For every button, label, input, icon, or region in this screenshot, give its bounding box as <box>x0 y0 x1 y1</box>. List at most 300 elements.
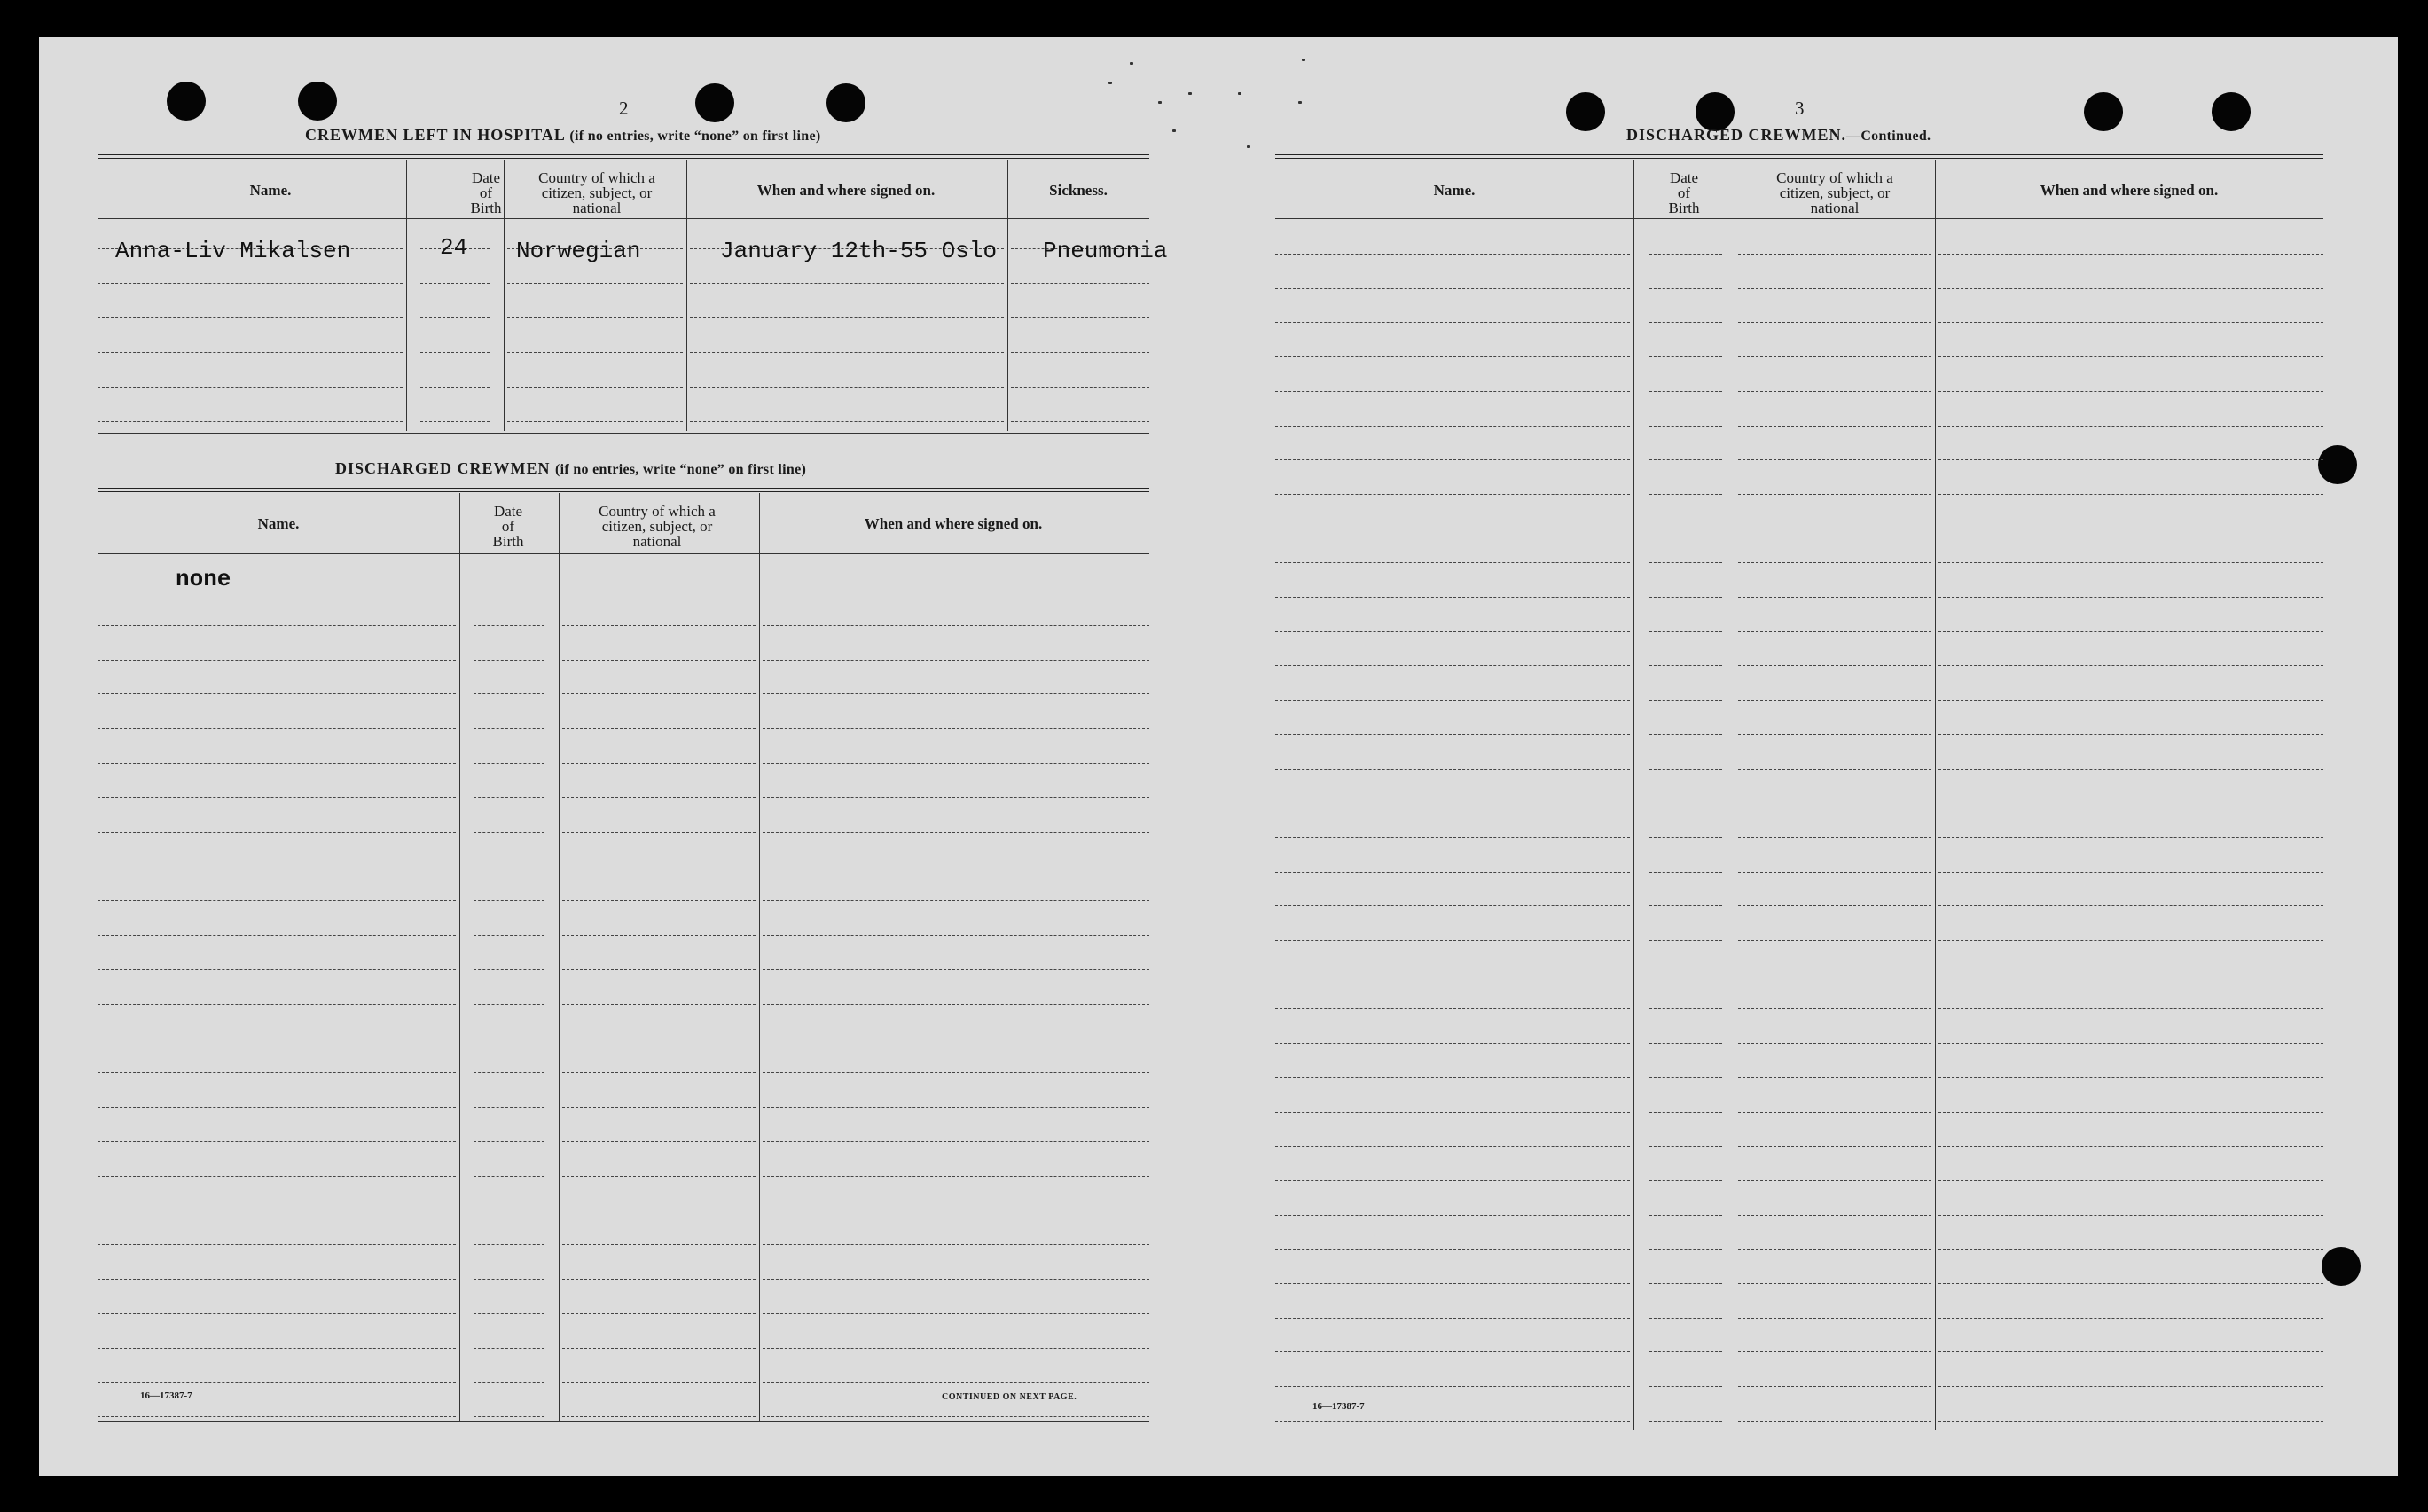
ruled-line <box>1738 905 1931 906</box>
ruled-line <box>1011 387 1149 388</box>
ruled-line <box>1938 837 2323 838</box>
form-number: 16—17387-7 <box>140 1391 192 1401</box>
ruled-line <box>1649 769 1722 770</box>
ink-speck <box>1158 101 1162 104</box>
ruled-line <box>1938 322 2323 323</box>
ruled-line <box>562 900 756 901</box>
ruled-line <box>763 1382 1149 1383</box>
ruled-line <box>763 935 1149 936</box>
ruled-line <box>474 1348 544 1349</box>
ruled-line <box>1738 1215 1931 1216</box>
entry-none: none <box>176 566 231 592</box>
ruled-line <box>1938 665 2323 666</box>
ruled-line <box>1738 1351 1931 1352</box>
ruled-line <box>98 935 456 936</box>
ruled-line <box>474 1072 544 1073</box>
ruled-line <box>1738 734 1931 735</box>
col-header-name: Name. <box>257 515 300 532</box>
col-header-name: Name. <box>249 182 292 199</box>
ruled-line <box>1938 254 2323 255</box>
ruled-line <box>1275 872 1630 873</box>
ruled-line <box>98 693 456 694</box>
ruled-line <box>1738 562 1931 563</box>
header-underline <box>98 218 1149 219</box>
ruled-line <box>1938 1249 2323 1250</box>
ruled-line <box>1938 940 2323 941</box>
ruled-line <box>1738 872 1931 873</box>
ruled-line <box>562 693 756 694</box>
document-page <box>39 37 2398 1476</box>
ruled-line <box>1738 665 1931 666</box>
ink-speck <box>1172 129 1176 132</box>
ruled-line <box>1938 1421 2323 1422</box>
ruled-line <box>1275 1215 1630 1216</box>
ruled-line <box>474 797 544 798</box>
ruled-line <box>1649 391 1722 392</box>
ruled-line <box>1275 254 1630 255</box>
ink-speck <box>1130 62 1133 65</box>
ruled-line <box>474 660 544 661</box>
header-underline <box>1275 218 2323 219</box>
ruled-line <box>562 1244 756 1245</box>
col-header-country: Country of which a citizen, subject, or national <box>1776 169 1893 216</box>
ruled-line <box>474 969 544 970</box>
ruled-line <box>1738 769 1931 770</box>
discharged-continued-title <box>1626 126 1931 145</box>
column-divider <box>504 160 505 431</box>
ruled-line <box>562 1416 756 1417</box>
ruled-line <box>562 1004 756 1005</box>
ruled-line <box>1738 426 1931 427</box>
ruled-line <box>1649 905 1722 906</box>
ruled-line <box>1649 1215 1722 1216</box>
hospital-section-title <box>305 126 820 145</box>
ruled-line <box>1275 1180 1630 1181</box>
ruled-line <box>1738 837 1931 838</box>
page-number: 3 <box>1795 98 1805 119</box>
ruled-line <box>98 660 456 661</box>
ruled-line <box>507 387 683 388</box>
ruled-line <box>474 900 544 901</box>
ruled-line <box>763 969 1149 970</box>
ruled-line <box>763 1004 1149 1005</box>
ruled-line <box>98 1141 456 1142</box>
ruled-line <box>1649 322 1722 323</box>
ruled-line <box>1738 1421 1931 1422</box>
ruled-line <box>1649 1283 1722 1284</box>
ruled-line <box>1649 1421 1722 1422</box>
column-divider <box>559 493 560 1421</box>
col-header-dob: Date of Birth <box>492 503 524 550</box>
column-divider <box>1935 160 1936 1430</box>
discharged-continued-text: DISCHARGED CREWMEN. <box>1626 126 1847 144</box>
ruled-line <box>1738 1318 1931 1319</box>
punch-hole <box>826 83 865 122</box>
punch-hole <box>2084 92 2123 131</box>
punch-hole <box>298 82 337 121</box>
ruled-line <box>474 1107 544 1108</box>
ruled-line <box>1738 597 1931 598</box>
ruled-line <box>1938 1043 2323 1044</box>
ruled-line <box>763 763 1149 764</box>
ruled-line <box>1649 356 1722 357</box>
ruled-line <box>507 317 683 318</box>
ruled-line <box>562 1107 756 1108</box>
ruled-line <box>1738 1077 1931 1078</box>
ruled-line <box>1011 283 1149 284</box>
ruled-line <box>1649 597 1722 598</box>
ruled-line <box>474 728 544 729</box>
discharged-title-note: (if no entries, write “none” on first line) <box>555 462 807 477</box>
ruled-line <box>763 900 1149 901</box>
ruled-line <box>1738 322 1931 323</box>
ruled-line <box>562 969 756 970</box>
ruled-line <box>1275 940 1630 941</box>
ruled-line <box>1738 1249 1931 1250</box>
ruled-line <box>1275 1043 1630 1044</box>
ruled-line <box>1275 1386 1630 1387</box>
ruled-line <box>1011 421 1149 422</box>
ruled-line <box>1649 562 1722 563</box>
ruled-line <box>98 969 456 970</box>
ruled-line <box>474 1004 544 1005</box>
ink-speck <box>1188 92 1192 95</box>
ruled-line <box>1738 940 1931 941</box>
ruled-line <box>1275 1077 1630 1078</box>
ink-speck <box>1302 59 1305 61</box>
ruled-line <box>562 1382 756 1383</box>
ruled-line <box>562 797 756 798</box>
ruled-line <box>562 1141 756 1142</box>
header-underline <box>98 553 1149 554</box>
table-top-rule <box>98 488 1149 492</box>
ruled-line <box>1649 734 1722 735</box>
discharged-title-text: DISCHARGED CREWMEN <box>335 459 551 477</box>
ruled-line <box>690 387 1004 388</box>
ruled-line <box>1275 426 1630 427</box>
ruled-line <box>98 1416 456 1417</box>
col-header-signed: When and where signed on. <box>756 182 936 199</box>
ruled-line <box>98 1279 456 1280</box>
ruled-line <box>474 1416 544 1417</box>
ink-speck <box>1238 92 1241 95</box>
ruled-line <box>1275 391 1630 392</box>
ruled-line <box>1738 288 1931 289</box>
ruled-line <box>1738 1112 1931 1113</box>
ruled-line <box>1738 254 1931 255</box>
ruled-line <box>1649 1146 1722 1147</box>
ruled-line <box>420 421 490 422</box>
ruled-line <box>1938 288 2323 289</box>
col-header-dob: Date of Birth <box>470 169 502 216</box>
ruled-line <box>763 1279 1149 1280</box>
punch-hole <box>2318 445 2357 484</box>
ruled-line <box>98 1004 456 1005</box>
ruled-line <box>1275 356 1630 357</box>
ruled-line <box>474 1279 544 1280</box>
column-divider <box>1007 160 1008 431</box>
ruled-line <box>1738 1180 1931 1181</box>
ruled-line <box>1938 734 2323 735</box>
ruled-line <box>98 1313 456 1314</box>
ruled-line <box>690 352 1004 353</box>
entry-signed-on: January 12th-55 Oslo <box>720 238 998 264</box>
ruled-line <box>1938 1351 2323 1352</box>
ruled-line <box>1649 1008 1722 1009</box>
ink-speck <box>1298 101 1302 104</box>
ruled-line <box>1738 356 1931 357</box>
ruled-line <box>1649 1351 1722 1352</box>
ruled-line <box>1275 1283 1630 1284</box>
ruled-line <box>1649 1249 1722 1250</box>
ruled-line <box>1275 1146 1630 1147</box>
ruled-line <box>507 352 683 353</box>
ruled-line <box>562 1313 756 1314</box>
ruled-line <box>1275 494 1630 495</box>
ruled-line <box>1275 1351 1630 1352</box>
ruled-line <box>1738 1008 1931 1009</box>
ruled-line <box>474 693 544 694</box>
ruled-line <box>1649 254 1722 255</box>
entry-name: Anna-Liv Mikalsen <box>115 238 351 264</box>
ruled-line <box>763 1107 1149 1108</box>
ruled-line <box>1649 494 1722 495</box>
ruled-line <box>98 1244 456 1245</box>
column-divider <box>406 160 407 431</box>
table-top-rule <box>98 154 1149 159</box>
ruled-line <box>1275 459 1630 460</box>
ruled-line <box>1275 322 1630 323</box>
ruled-line <box>562 832 756 833</box>
ruled-line <box>1938 459 2323 460</box>
ruled-line <box>1738 459 1931 460</box>
ruled-line <box>1738 494 1931 495</box>
ruled-line <box>562 1279 756 1280</box>
table-top-rule <box>1275 154 2323 159</box>
ruled-line <box>1938 426 2323 427</box>
ruled-line <box>1275 905 1630 906</box>
column-divider <box>686 160 687 431</box>
ruled-line <box>1649 1077 1722 1078</box>
ruled-line <box>1275 288 1630 289</box>
ruled-line <box>98 763 456 764</box>
ruled-line <box>98 797 456 798</box>
ruled-line <box>763 1348 1149 1349</box>
entry-dob: 24 <box>440 234 468 261</box>
col-header-signed: When and where signed on. <box>864 515 1043 532</box>
ruled-line <box>1738 631 1931 632</box>
ruled-line <box>507 283 683 284</box>
ink-speck <box>1108 82 1112 84</box>
ruled-line <box>98 900 456 901</box>
table-bottom-rule <box>98 1421 1149 1422</box>
ruled-line <box>1938 1283 2323 1284</box>
ruled-line <box>1649 1386 1722 1387</box>
punch-hole <box>2322 1247 2361 1286</box>
ruled-line <box>474 1244 544 1245</box>
ruled-line <box>1938 1215 2323 1216</box>
ruled-line <box>1938 356 2323 357</box>
ruled-line <box>562 660 756 661</box>
ruled-line <box>1649 700 1722 701</box>
ruled-line <box>474 1176 544 1177</box>
ruled-line <box>474 1382 544 1383</box>
column-divider <box>1633 160 1634 1430</box>
column-divider <box>759 493 760 1421</box>
ruled-line <box>1649 872 1722 873</box>
ruled-line <box>474 1141 544 1142</box>
ruled-line <box>1738 391 1931 392</box>
ruled-line <box>507 421 683 422</box>
ruled-line <box>1938 631 2323 632</box>
ruled-line <box>1938 1077 2323 1078</box>
ruled-line <box>1649 665 1722 666</box>
ruled-line <box>562 625 756 626</box>
ruled-line <box>763 693 1149 694</box>
ruled-line <box>1938 597 2323 598</box>
ruled-line <box>1938 905 2323 906</box>
ruled-line <box>1649 1180 1722 1181</box>
ruled-line <box>1275 837 1630 838</box>
col-header-name: Name. <box>1433 182 1476 199</box>
ruled-line <box>1938 391 2323 392</box>
ruled-line <box>98 1348 456 1349</box>
ruled-line <box>1275 1249 1630 1250</box>
hospital-title-text: CREWMEN LEFT IN HOSPITAL <box>305 126 565 144</box>
col-header-country: Country of which a citizen, subject, or national <box>599 503 716 550</box>
ruled-line <box>763 728 1149 729</box>
entry-sickness: Pneumonia <box>1043 238 1168 264</box>
ruled-line <box>1275 1318 1630 1319</box>
ruled-line <box>98 317 403 318</box>
ruled-line <box>763 1244 1149 1245</box>
ruled-line <box>690 421 1004 422</box>
ruled-line <box>1011 317 1149 318</box>
ruled-line <box>420 387 490 388</box>
ruled-line <box>763 625 1149 626</box>
ruled-line <box>763 797 1149 798</box>
ruled-line <box>1938 494 2323 495</box>
punch-hole <box>1566 92 1605 131</box>
page-number: 2 <box>619 98 629 119</box>
ruled-line <box>763 1141 1149 1142</box>
ruled-line <box>1738 700 1931 701</box>
ruled-line <box>1938 1146 2323 1147</box>
ruled-line <box>1649 459 1722 460</box>
punch-hole <box>167 82 206 121</box>
ruled-line <box>474 625 544 626</box>
ruled-line <box>98 1176 456 1177</box>
ruled-line <box>1649 288 1722 289</box>
ruled-line <box>1649 631 1722 632</box>
ruled-line <box>98 283 403 284</box>
ruled-line <box>98 352 403 353</box>
ruled-line <box>1938 1008 2323 1009</box>
ruled-line <box>763 1176 1149 1177</box>
ruled-line <box>98 387 403 388</box>
ruled-line <box>562 935 756 936</box>
col-header-sickness: Sickness. <box>1049 182 1108 199</box>
ruled-line <box>1738 1146 1931 1147</box>
ruled-line <box>420 352 490 353</box>
ruled-line <box>1275 700 1630 701</box>
ruled-line <box>763 1072 1149 1073</box>
ruled-line <box>98 1382 456 1383</box>
col-header-dob: Date of Birth <box>1668 169 1700 216</box>
ruled-line <box>562 1072 756 1073</box>
ruled-line <box>763 832 1149 833</box>
ruled-line <box>420 317 490 318</box>
ruled-line <box>1275 562 1630 563</box>
punch-hole <box>695 83 734 122</box>
ruled-line <box>1738 1386 1931 1387</box>
ruled-line <box>1649 940 1722 941</box>
section-bottom-rule <box>98 433 1149 434</box>
ruled-line <box>1938 1318 2323 1319</box>
ruled-line <box>562 1348 756 1349</box>
col-header-signed: When and where signed on. <box>2040 182 2219 199</box>
ruled-line <box>1275 769 1630 770</box>
ruled-line <box>690 283 1004 284</box>
ruled-line <box>98 421 403 422</box>
col-header-country: Country of which a citizen, subject, or national <box>538 169 655 216</box>
ruled-line <box>1738 1043 1931 1044</box>
ruled-line <box>98 832 456 833</box>
ruled-line <box>98 625 456 626</box>
ruled-line <box>562 728 756 729</box>
ruled-line <box>1275 665 1630 666</box>
ruled-line <box>763 660 1149 661</box>
ruled-line <box>1275 631 1630 632</box>
ruled-line <box>1938 1386 2323 1387</box>
ruled-line <box>1275 1008 1630 1009</box>
ink-speck <box>1247 145 1250 148</box>
ruled-line <box>763 1416 1149 1417</box>
ruled-line <box>690 317 1004 318</box>
ruled-line <box>1938 1112 2323 1113</box>
form-number: 16—17387-7 <box>1312 1401 1365 1412</box>
ruled-line <box>1938 1180 2323 1181</box>
ruled-line <box>1738 1283 1931 1284</box>
ruled-line <box>1275 1112 1630 1113</box>
punch-hole <box>2212 92 2251 131</box>
ruled-line <box>1649 1318 1722 1319</box>
ruled-line <box>1275 734 1630 735</box>
ruled-line <box>1649 1043 1722 1044</box>
ruled-line <box>98 1072 456 1073</box>
ruled-line <box>474 1313 544 1314</box>
ruled-line <box>763 1313 1149 1314</box>
ruled-line <box>1649 837 1722 838</box>
hospital-title-note: (if no entries, write “none” on first line) <box>569 129 821 144</box>
ruled-line <box>1938 562 2323 563</box>
ruled-line <box>1275 597 1630 598</box>
ruled-line <box>474 763 544 764</box>
continued-note: CONTINUED ON NEXT PAGE. <box>942 1392 1077 1402</box>
ruled-line <box>1649 426 1722 427</box>
ruled-line <box>1011 352 1149 353</box>
ruled-line <box>1938 872 2323 873</box>
ruled-line <box>562 763 756 764</box>
continued-suffix: —Continued. <box>1846 129 1931 144</box>
ruled-line <box>98 728 456 729</box>
entry-country: Norwegian <box>516 238 641 264</box>
ruled-line <box>1938 769 2323 770</box>
ruled-line <box>1938 700 2323 701</box>
ruled-line <box>1275 1421 1630 1422</box>
ruled-line <box>474 832 544 833</box>
ruled-line <box>1649 1112 1722 1113</box>
